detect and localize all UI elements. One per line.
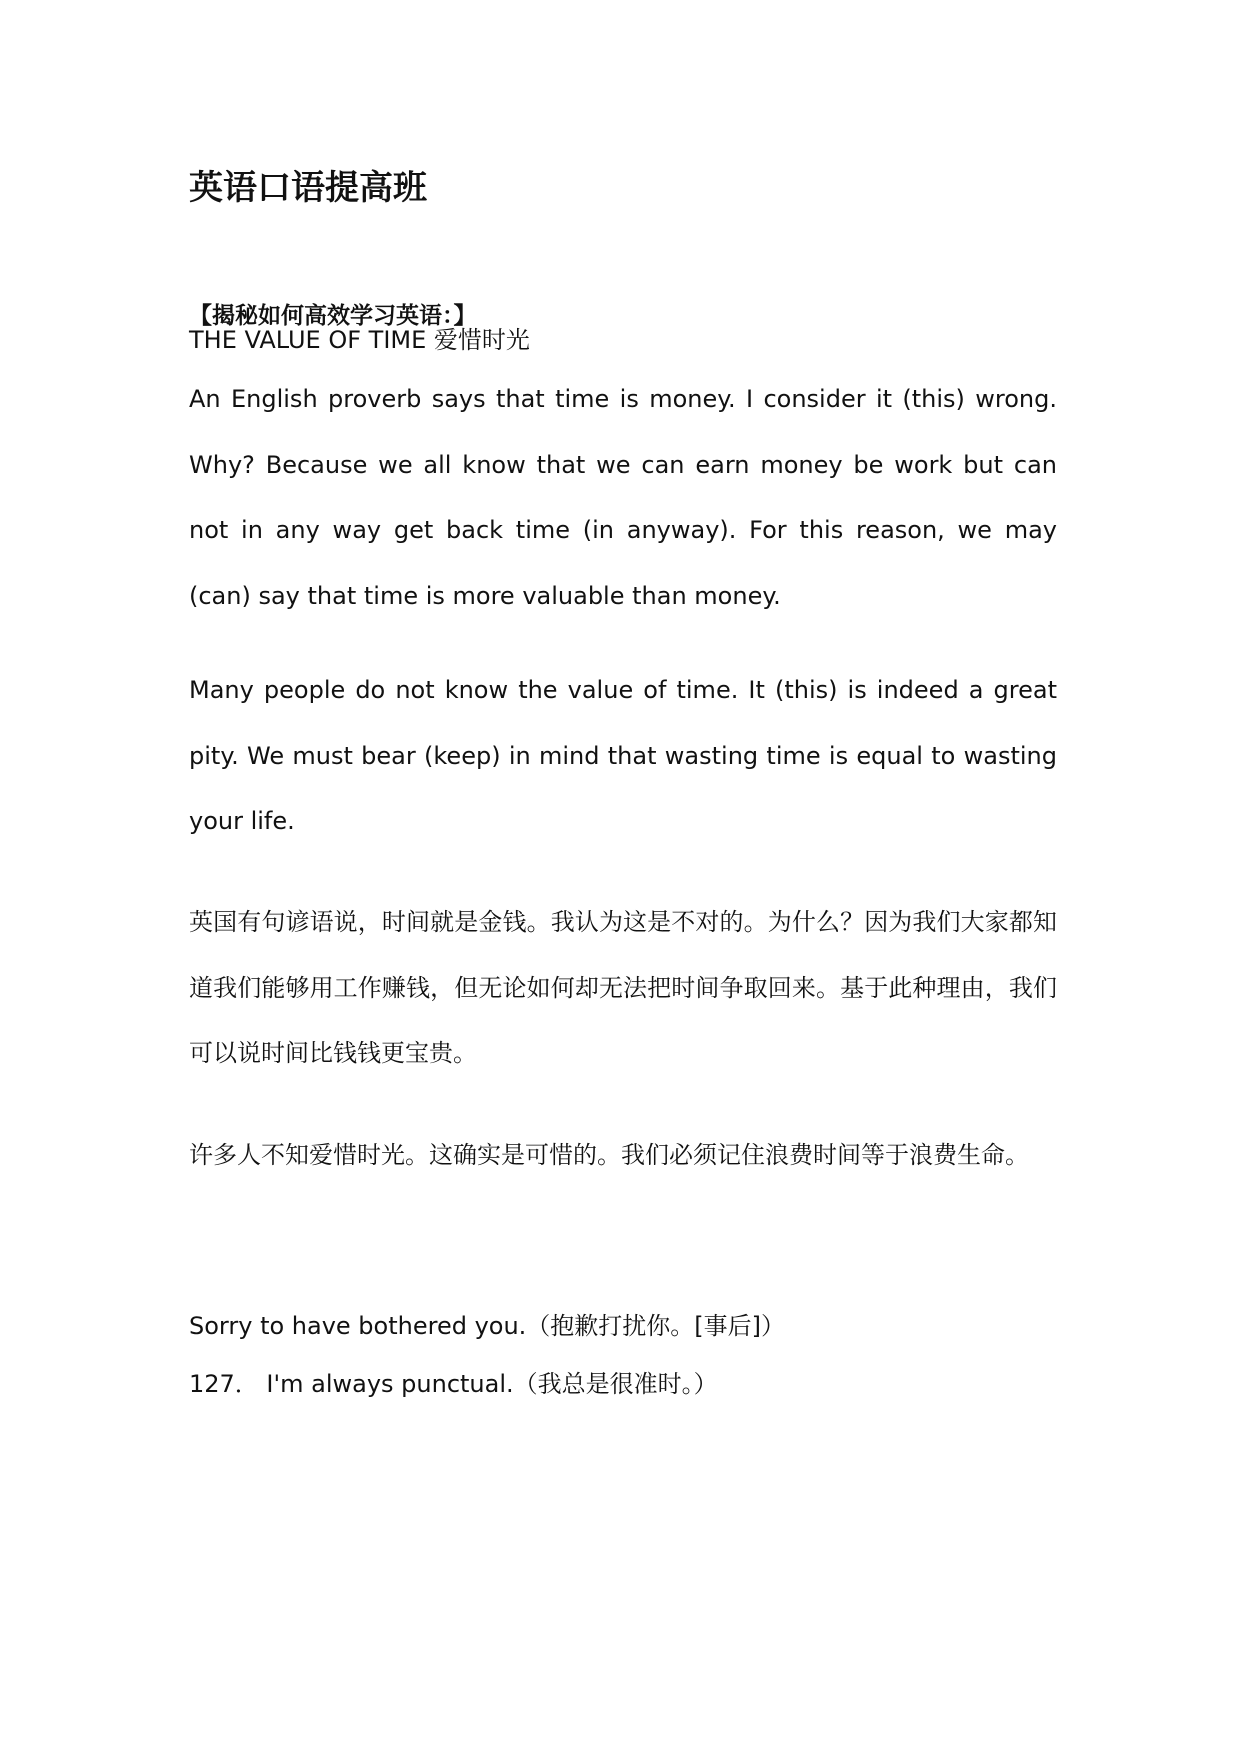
paragraph-chinese-1: 英国有句谚语说，时间就是金钱。我认为这是不对的。为什么？因为我们大家都知道我们能够用工作赚钱，但无论如何却无法把时间争取回来。基于此种理由，我们可以说时间比钱钱更宝贵。 xyxy=(189,908,1057,1067)
paragraph-english-2: Many people do not know the value of time. It (this) is indeed a great pity. We must bear (keep) in mind that wasting time is equal to wasting your life. xyxy=(189,676,1057,835)
paragraph-english-1: An English proverb says that time is money. I consider it (this) wrong. Why? Because we all know that we can earn money be work but can not in any way get back time (in anyway). For this reason, we may (can) say that time is more valuable than money. xyxy=(189,385,1057,610)
phrase-sorry: Sorry to have bothered you.（抱歉打扰你。[事后]） xyxy=(189,1312,786,1340)
paragraph-chinese-2: 许多人不知爱惜时光。这确实是可惜的。我们必须记住浪费时间等于浪费生命。 xyxy=(189,1141,1029,1169)
phrase-punctual: 127． I'm always punctual.（我总是很准时。） xyxy=(189,1370,718,1398)
section-heading: 【揭秘如何高效学习英语：】 xyxy=(189,303,477,329)
document-title: 英语口语提高班 xyxy=(189,168,427,208)
essay-title: THE VALUE OF TIME 爱惜时光 xyxy=(189,326,530,354)
